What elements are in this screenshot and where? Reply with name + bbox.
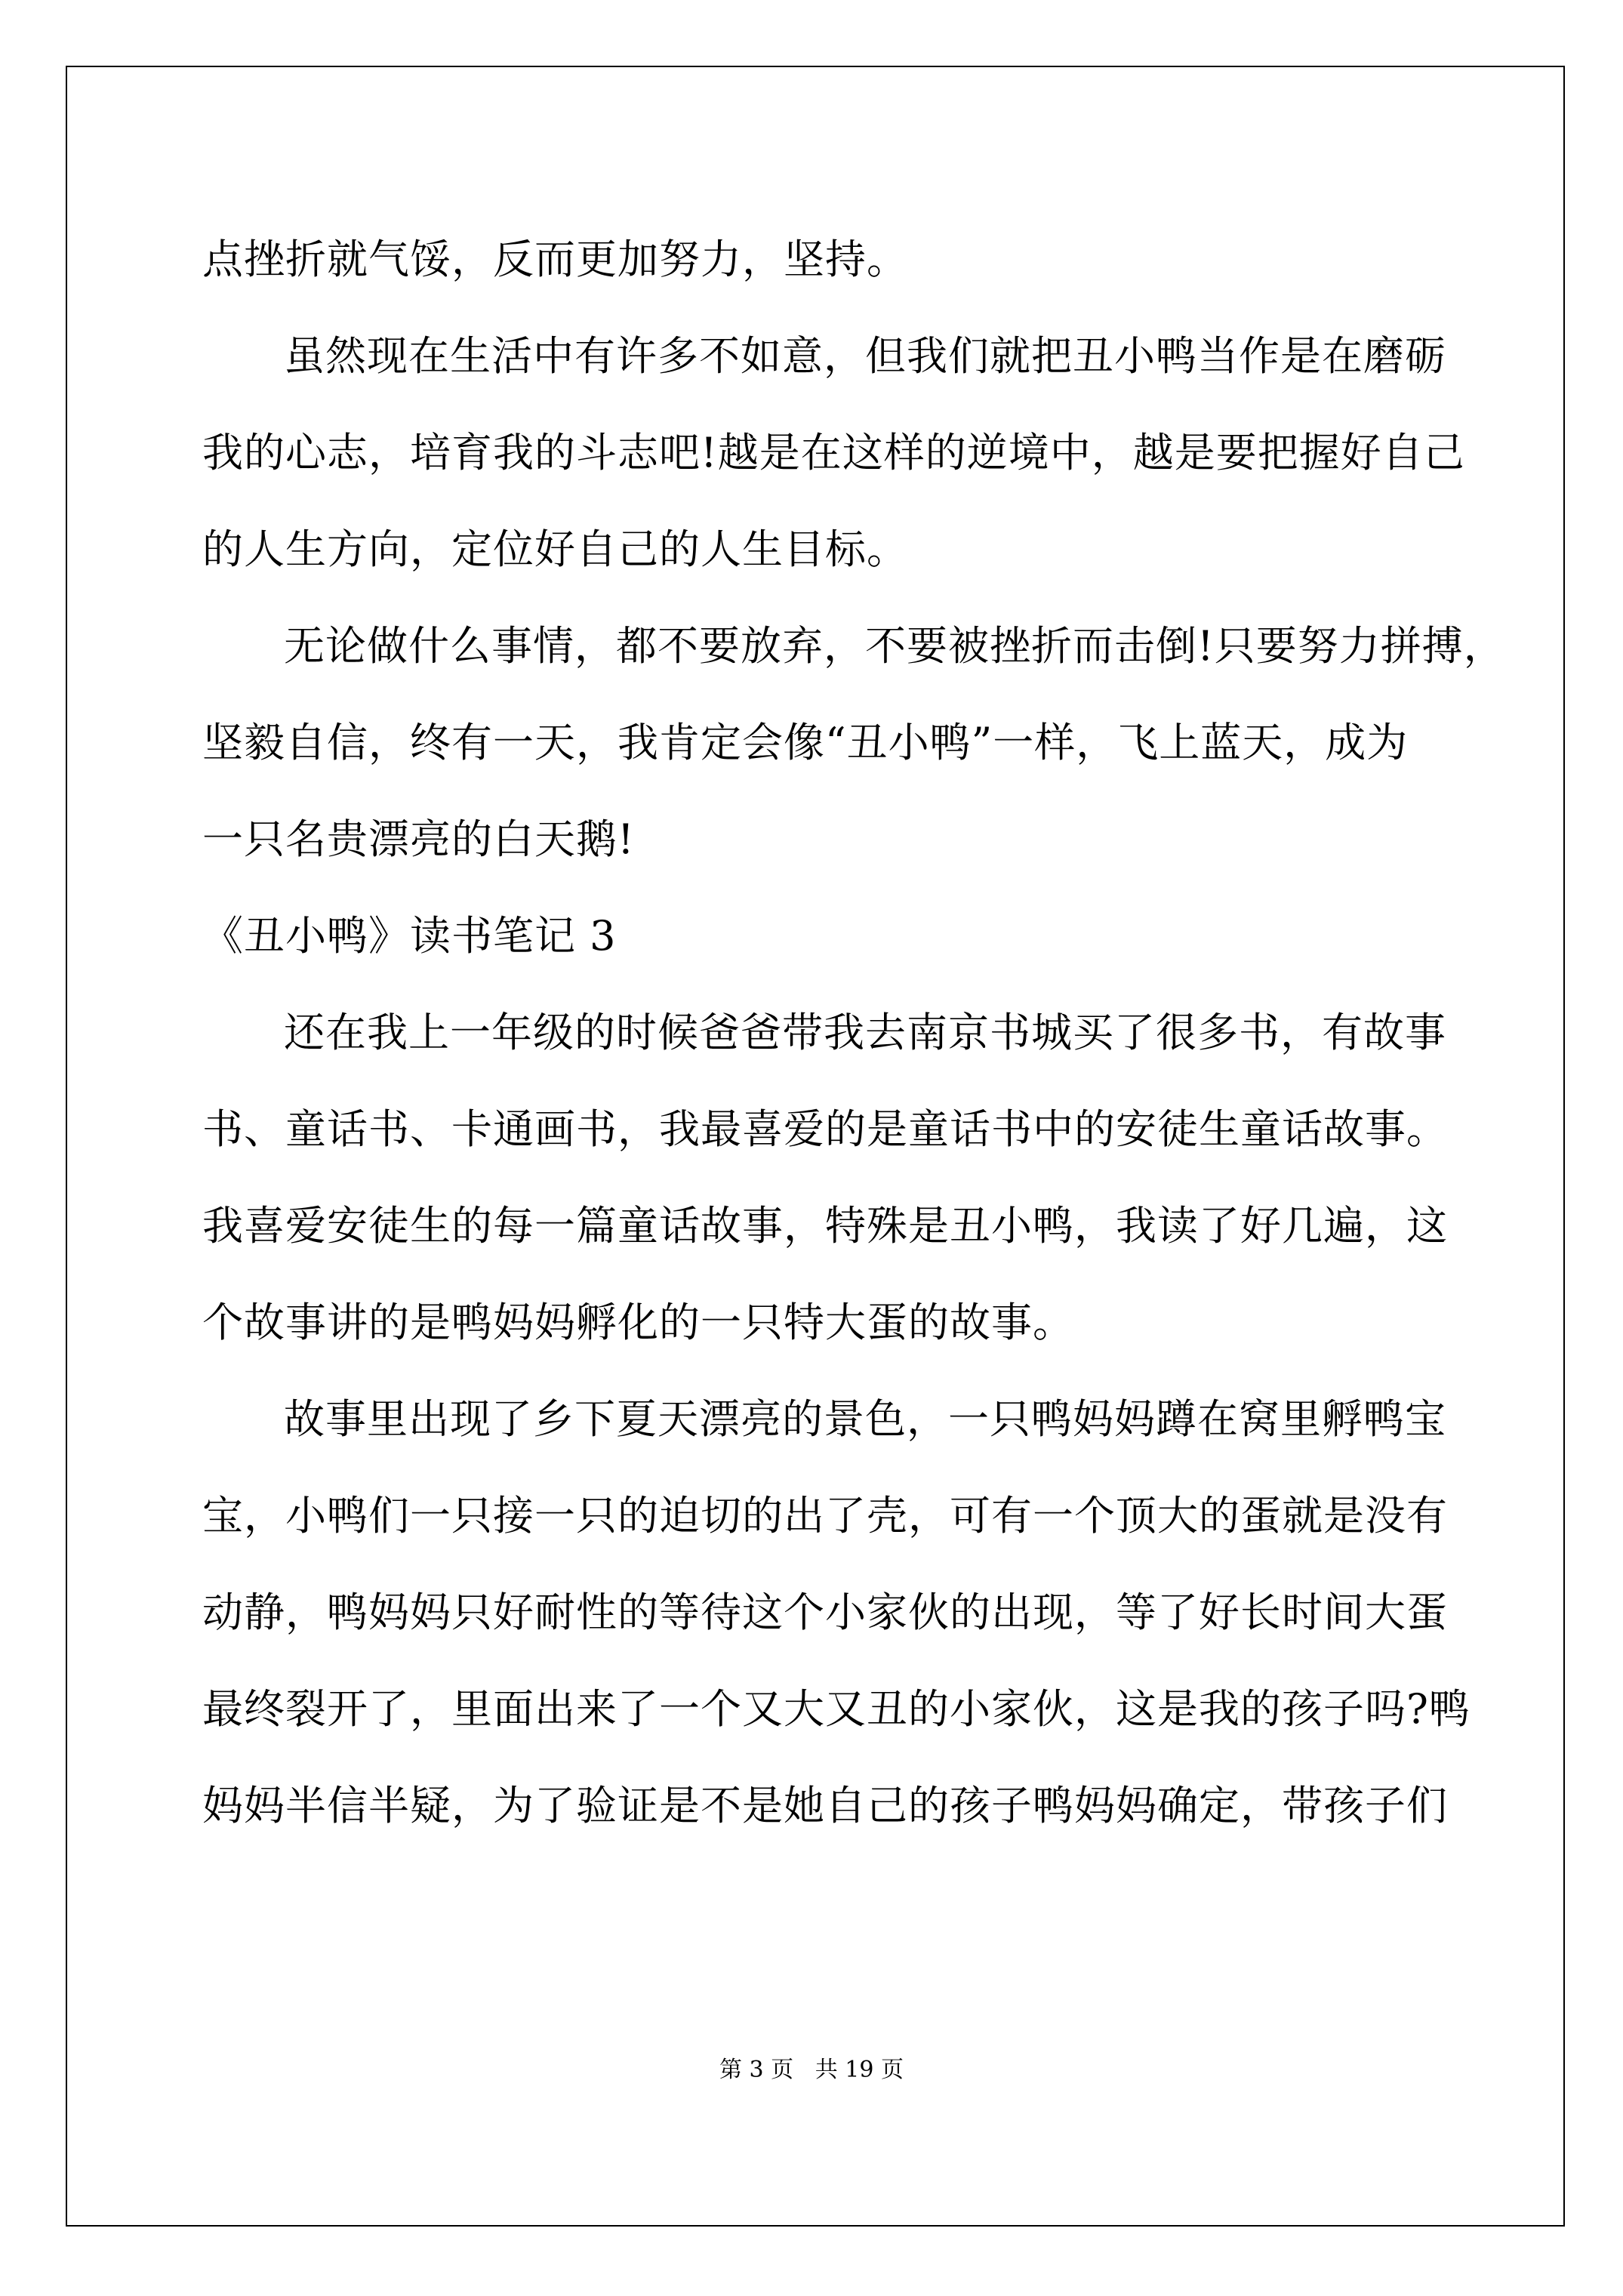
text-line: 坚毅自信，终有一天，我肯定会像“丑小鸭”一样，飞上蓝天，成为 xyxy=(202,719,1409,766)
text-line: 个故事讲的是鸭妈妈孵化的一只特大蛋的故事。 xyxy=(202,1299,1074,1346)
paragraph-start-line: 还在我上一年级的时候爸爸带我去南京书城买了很多书，有故事 xyxy=(284,1009,1446,1056)
text-line: 宝，小鸭们一只接一只的迫切的出了壳，可有一个顶大的蛋就是没有 xyxy=(202,1492,1448,1539)
paragraph-start-line: 故事里出现了乡下夏天漂亮的景色，一只鸭妈妈蹲在窝里孵鸭宝 xyxy=(284,1395,1446,1443)
text-line: 一只名贵漂亮的白天鹅! xyxy=(202,815,635,863)
text-line: 的人生方向，定位好自己的人生目标。 xyxy=(202,525,908,573)
text-line: 动静，鸭妈妈只好耐性的等待这个小家伙的出现，等了好长时间大蛋 xyxy=(202,1589,1448,1636)
paragraph-start-line: 无论做什么事情，都不要放弃，不要被挫折而击倒!只要努力拼搏， xyxy=(284,622,1505,670)
text-line: 最终裂开了，里面出来了一个又大又丑的小家伙，这是我的孩子吗?鸭 xyxy=(202,1685,1471,1733)
text-line: 书、童话书、卡通画书，我最喜爱的是童话书中的安徒生童话故事。 xyxy=(202,1105,1448,1153)
text-line: 点挫折就气馁，反而更加努力，坚持。 xyxy=(202,236,908,283)
paragraph-start-line: 虽然现在生活中有许多不如意，但我们就把丑小鸭当作是在磨砺 xyxy=(284,332,1446,380)
section-heading: 《丑小鸭》读书笔记 3 xyxy=(202,912,617,960)
text-line: 我的心志，培育我的斗志吧!越是在这样的逆境中，越是要把握好自己 xyxy=(202,429,1465,476)
text-line: 我喜爱安徒生的每一篇童话故事，特殊是丑小鸭，我读了好几遍，这 xyxy=(202,1202,1448,1250)
page-number-footer: 第 3 页 共 19 页 xyxy=(719,2057,904,2083)
text-line: 妈妈半信半疑，为了验证是不是她自己的孩子鸭妈妈确定，带孩子们 xyxy=(202,1782,1448,1829)
document-body xyxy=(202,211,1505,1854)
